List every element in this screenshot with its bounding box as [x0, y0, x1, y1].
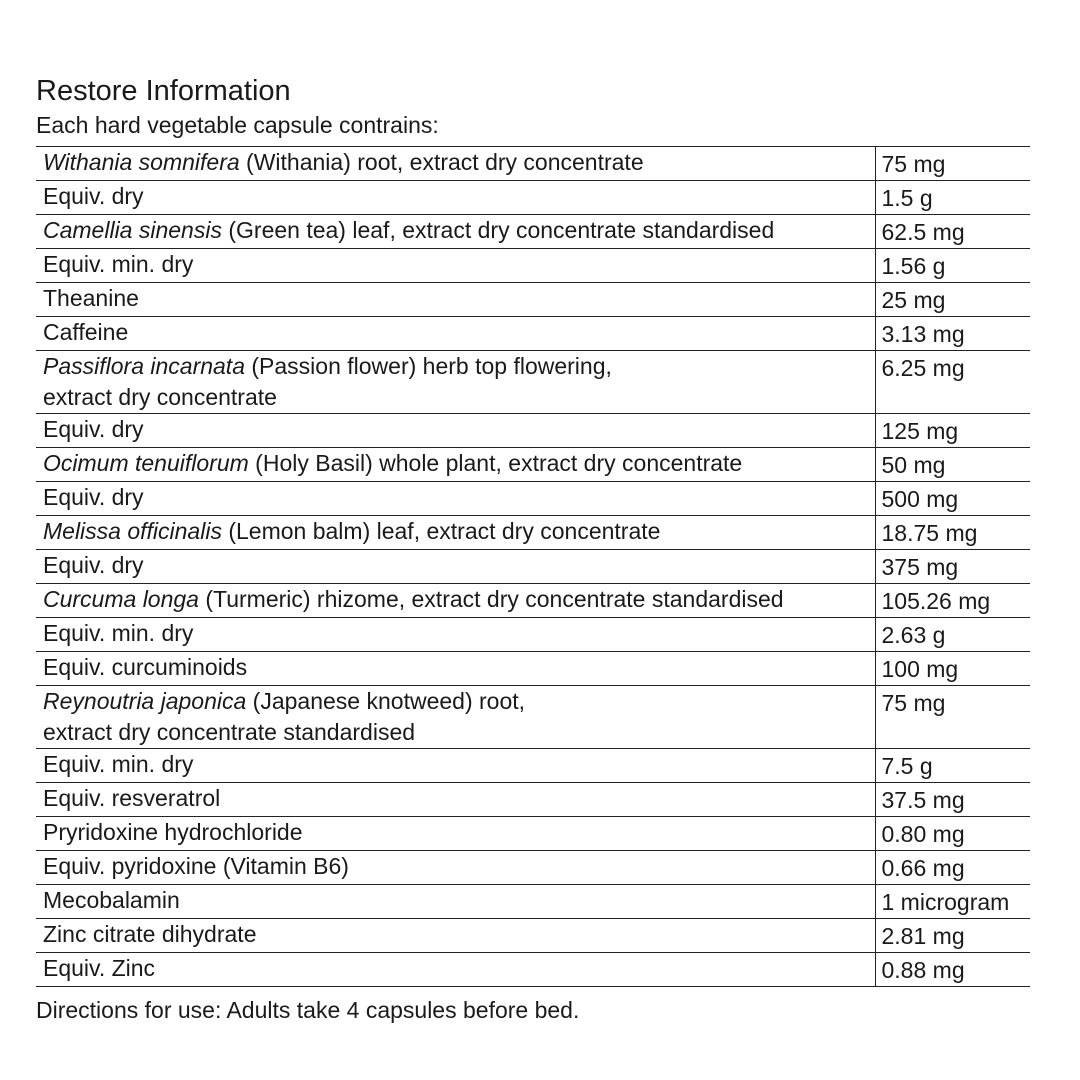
- ingredient-description: (Lemon balm) leaf, extract dry concentrate: [221, 518, 661, 544]
- table-row: [36, 317, 1030, 351]
- ingredient-description: Equiv. dry: [43, 416, 144, 442]
- table-row: [36, 885, 1030, 919]
- ingredient-amount: 25 mg: [875, 283, 1030, 317]
- ingredient-amount: 2.81 mg: [875, 919, 1030, 953]
- ingredient-name: [36, 181, 875, 215]
- ingredient-description: Equiv. dry: [43, 183, 144, 209]
- ingredient-name: [36, 686, 875, 749]
- ingredient-name: [36, 817, 875, 851]
- ingredient-name: [36, 953, 875, 987]
- ingredient-name: [36, 783, 875, 817]
- table-row: [36, 215, 1030, 249]
- ingredient-name: [36, 249, 875, 283]
- ingredient-description: Equiv. min. dry: [43, 620, 194, 646]
- ingredient-name: [36, 652, 875, 686]
- table-row: [36, 783, 1030, 817]
- ingredient-description: Pryridoxine hydrochloride: [43, 819, 303, 845]
- ingredient-description: Equiv. min. dry: [43, 751, 194, 777]
- ingredient-description: Equiv. Zinc: [43, 955, 156, 981]
- ingredient-name: [36, 885, 875, 919]
- ingredient-description: Theanine: [43, 285, 139, 311]
- ingredient-latin-name: Withania somnifera: [43, 149, 240, 175]
- ingredient-latin-name: Reynoutria japonica: [43, 688, 247, 714]
- table-row: [36, 181, 1030, 215]
- ingredient-name: [36, 482, 875, 516]
- ingredient-latin-name: Curcuma longa: [43, 586, 199, 612]
- ingredient-description: Caffeine: [43, 319, 129, 345]
- table-row: [36, 351, 1030, 414]
- ingredient-description: Equiv. curcuminoids: [43, 654, 248, 680]
- table-row: [36, 147, 1030, 181]
- ingredient-amount: 1.5 g: [875, 181, 1030, 215]
- table-row: [36, 618, 1030, 652]
- ingredient-latin-name: Ocimum tenuiflorum: [43, 450, 249, 476]
- ingredient-description-continued: extract dry concentrate standardised: [43, 719, 416, 745]
- ingredient-amount: 0.80 mg: [875, 817, 1030, 851]
- table-row: [36, 686, 1030, 749]
- ingredient-name: [36, 283, 875, 317]
- table-row: [36, 448, 1030, 482]
- ingredient-name: [36, 448, 875, 482]
- ingredients-table-body: [36, 147, 1030, 987]
- ingredient-name: [36, 584, 875, 618]
- ingredient-amount: 1 microgram: [875, 885, 1030, 919]
- ingredient-amount: 37.5 mg: [875, 783, 1030, 817]
- ingredients-table: [36, 146, 1030, 987]
- ingredient-amount: 105.26 mg: [875, 584, 1030, 618]
- ingredient-amount: 375 mg: [875, 550, 1030, 584]
- ingredient-amount: 0.88 mg: [875, 953, 1030, 987]
- ingredient-amount: 500 mg: [875, 482, 1030, 516]
- ingredient-description: (Japanese knotweed) root,: [246, 688, 526, 714]
- ingredient-description-continued: extract dry concentrate: [43, 384, 277, 410]
- table-row: [36, 283, 1030, 317]
- ingredient-name: [36, 851, 875, 885]
- ingredient-name: [36, 749, 875, 783]
- ingredient-description: Equiv. min. dry: [43, 251, 194, 277]
- ingredient-amount: 3.13 mg: [875, 317, 1030, 351]
- table-row: [36, 953, 1030, 987]
- document: [36, 72, 1030, 1025]
- ingredient-description: (Turmeric) rhizome, extract dry concentrate standardised: [198, 586, 784, 612]
- ingredient-description: Equiv. pyridoxine (Vitamin B6): [43, 853, 349, 879]
- ingredient-amount: 7.5 g: [875, 749, 1030, 783]
- ingredient-latin-name: Passiflora incarnata: [43, 353, 245, 379]
- ingredient-description: Mecobalamin: [43, 887, 180, 913]
- table-row: [36, 249, 1030, 283]
- ingredient-description: Zinc citrate dihydrate: [43, 921, 257, 947]
- ingredient-name: [36, 414, 875, 448]
- ingredient-name: [36, 618, 875, 652]
- ingredient-name: [36, 317, 875, 351]
- ingredient-description: (Passion flower) herb top flowering,: [245, 353, 612, 379]
- directions-for-use: Directions for use: Adults take 4 capsules before bed.: [36, 997, 580, 1023]
- ingredient-latin-name: Melissa officinalis: [43, 518, 222, 544]
- ingredient-name: [36, 919, 875, 953]
- ingredient-name: [36, 516, 875, 550]
- ingredient-amount: 1.56 g: [875, 249, 1030, 283]
- table-row: [36, 749, 1030, 783]
- ingredient-amount: 62.5 mg: [875, 215, 1030, 249]
- table-row: [36, 550, 1030, 584]
- table-row: [36, 817, 1030, 851]
- page-subtitle: Each hard vegetable capsule contrains:: [36, 112, 439, 138]
- ingredient-amount: 6.25 mg: [875, 351, 1030, 414]
- ingredient-description: Equiv. resveratrol: [43, 785, 221, 811]
- ingredient-description: Equiv. dry: [43, 552, 144, 578]
- table-row: [36, 516, 1030, 550]
- ingredient-name: [36, 215, 875, 249]
- ingredient-name: [36, 147, 875, 181]
- table-row: [36, 851, 1030, 885]
- ingredient-amount: 50 mg: [875, 448, 1030, 482]
- table-row: [36, 652, 1030, 686]
- ingredient-amount: 18.75 mg: [875, 516, 1030, 550]
- table-row: [36, 482, 1030, 516]
- ingredient-name: [36, 550, 875, 584]
- ingredient-latin-name: Camellia sinensis: [43, 217, 222, 243]
- table-row: [36, 919, 1030, 953]
- ingredient-amount: 0.66 mg: [875, 851, 1030, 885]
- table-row: [36, 584, 1030, 618]
- ingredient-name: [36, 351, 875, 414]
- page-title: Restore Information: [36, 75, 291, 107]
- ingredient-amount: 125 mg: [875, 414, 1030, 448]
- ingredient-amount: 75 mg: [875, 147, 1030, 181]
- ingredient-description: Equiv. dry: [43, 484, 144, 510]
- ingredient-amount: 75 mg: [875, 686, 1030, 749]
- ingredient-description: (Withania) root, extract dry concentrate: [239, 149, 644, 175]
- ingredient-description: (Holy Basil) whole plant, extract dry concentrate: [248, 450, 743, 476]
- ingredient-amount: 2.63 g: [875, 618, 1030, 652]
- table-row: [36, 414, 1030, 448]
- ingredient-amount: 100 mg: [875, 652, 1030, 686]
- ingredient-description: (Green tea) leaf, extract dry concentrate standardised: [221, 217, 775, 243]
